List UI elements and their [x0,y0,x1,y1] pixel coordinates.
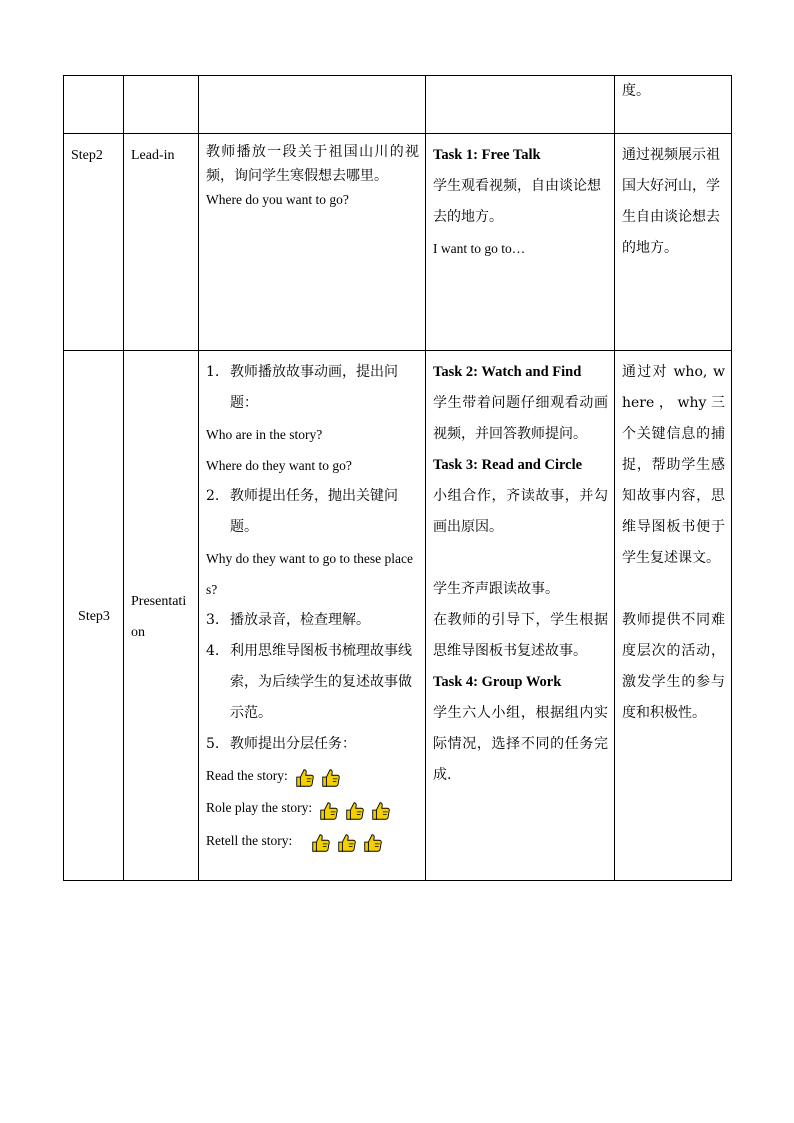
lesson-plan-table [63,75,732,881]
thumbs-up-icon [318,800,340,822]
thumbs-up-icon [344,800,366,822]
table-row [64,76,732,134]
task-title: Task 1: Free Talk [433,147,541,163]
task-text: 学生观看视频，自由谈论想去的地方。 [433,178,601,225]
list-item: 1. 教师播放故事动画，提出问题： [206,364,398,411]
list-item: 4. 利用思维导图板书梳理故事线索，为后续学生的复述故事做示范。 [206,643,412,721]
purpose-text: 通过对 who, where，why三个关键信息的捕捉，帮助学生感知故事内容，思维导图板书便于学生复述课文。 [622,364,725,566]
stage-label: Lead-in [124,134,199,351]
task-title: Task 2: Watch and Find [433,364,582,380]
thumbs-up-icon [362,832,384,854]
thumbs-up-icon [370,800,392,822]
tier-roleplay: Role play the story: [206,792,419,824]
table-row [64,134,732,351]
question-who: Who are in the story? [206,427,323,442]
design-purpose [615,351,732,881]
table-row [64,351,732,881]
cell-empty [64,76,124,134]
thumbs-up-icon [294,767,316,789]
thumbs-up-icon [336,832,358,854]
question-why: Why do they want to go to these places? [206,551,413,597]
task-title: Task 3: Read and Circle [433,457,583,473]
student-activity [426,351,615,881]
step-label: Step3 [64,351,124,881]
cell-empty [124,76,199,134]
teacher-activity [199,134,426,351]
purpose-text: 教师提供不同难度层次的活动，激发学生的参与度和积极性。 [622,612,725,721]
task-example: I want to go to… [433,241,526,256]
list-item: 3. 播放录音，检查理解。 [206,612,370,628]
task-title: Task 4: Group Work [433,674,562,690]
step-label: Step2 [64,134,124,351]
design-purpose: 通过视频展示祖国大好河山，学生自由谈论想去的地方。 [615,134,732,351]
stage-label: Presentation [124,351,199,881]
teacher-activity [199,351,426,881]
task-text: 在教师的引导下，学生根据思维导图板书复述故事。 [433,612,608,659]
list-item: 5. 教师提出分层任务： [206,736,356,752]
cell-empty [426,76,615,134]
question-where: Where do they want to go? [206,458,352,473]
tier-read: Read the story: [206,760,419,792]
thumbs-up-icon [320,767,342,789]
student-activity [426,134,615,351]
task-text: 学生齐声跟读故事。 [433,581,559,597]
purpose-continued: 度。 [615,76,732,134]
tier-retell: Retell the story: [206,825,419,857]
task-text: 学生带着问题仔细观看动画视频，并回答教师提问。 [433,395,608,442]
task-text: 小组合作，齐读故事，并勾画出原因。 [433,488,608,535]
thumbs-up-icon [310,832,332,854]
task-text: 学生六人小组，根据组内实际情况，选择不同的任务完成. [433,705,608,783]
teacher-text: 教师播放一段关于祖国山川的视频，询问学生寒假想去哪里。 [206,144,419,184]
teacher-question: Where do you want to go? [206,192,349,207]
list-item: 2. 教师提出任务，抛出关键问题。 [206,488,398,535]
cell-empty [199,76,426,134]
